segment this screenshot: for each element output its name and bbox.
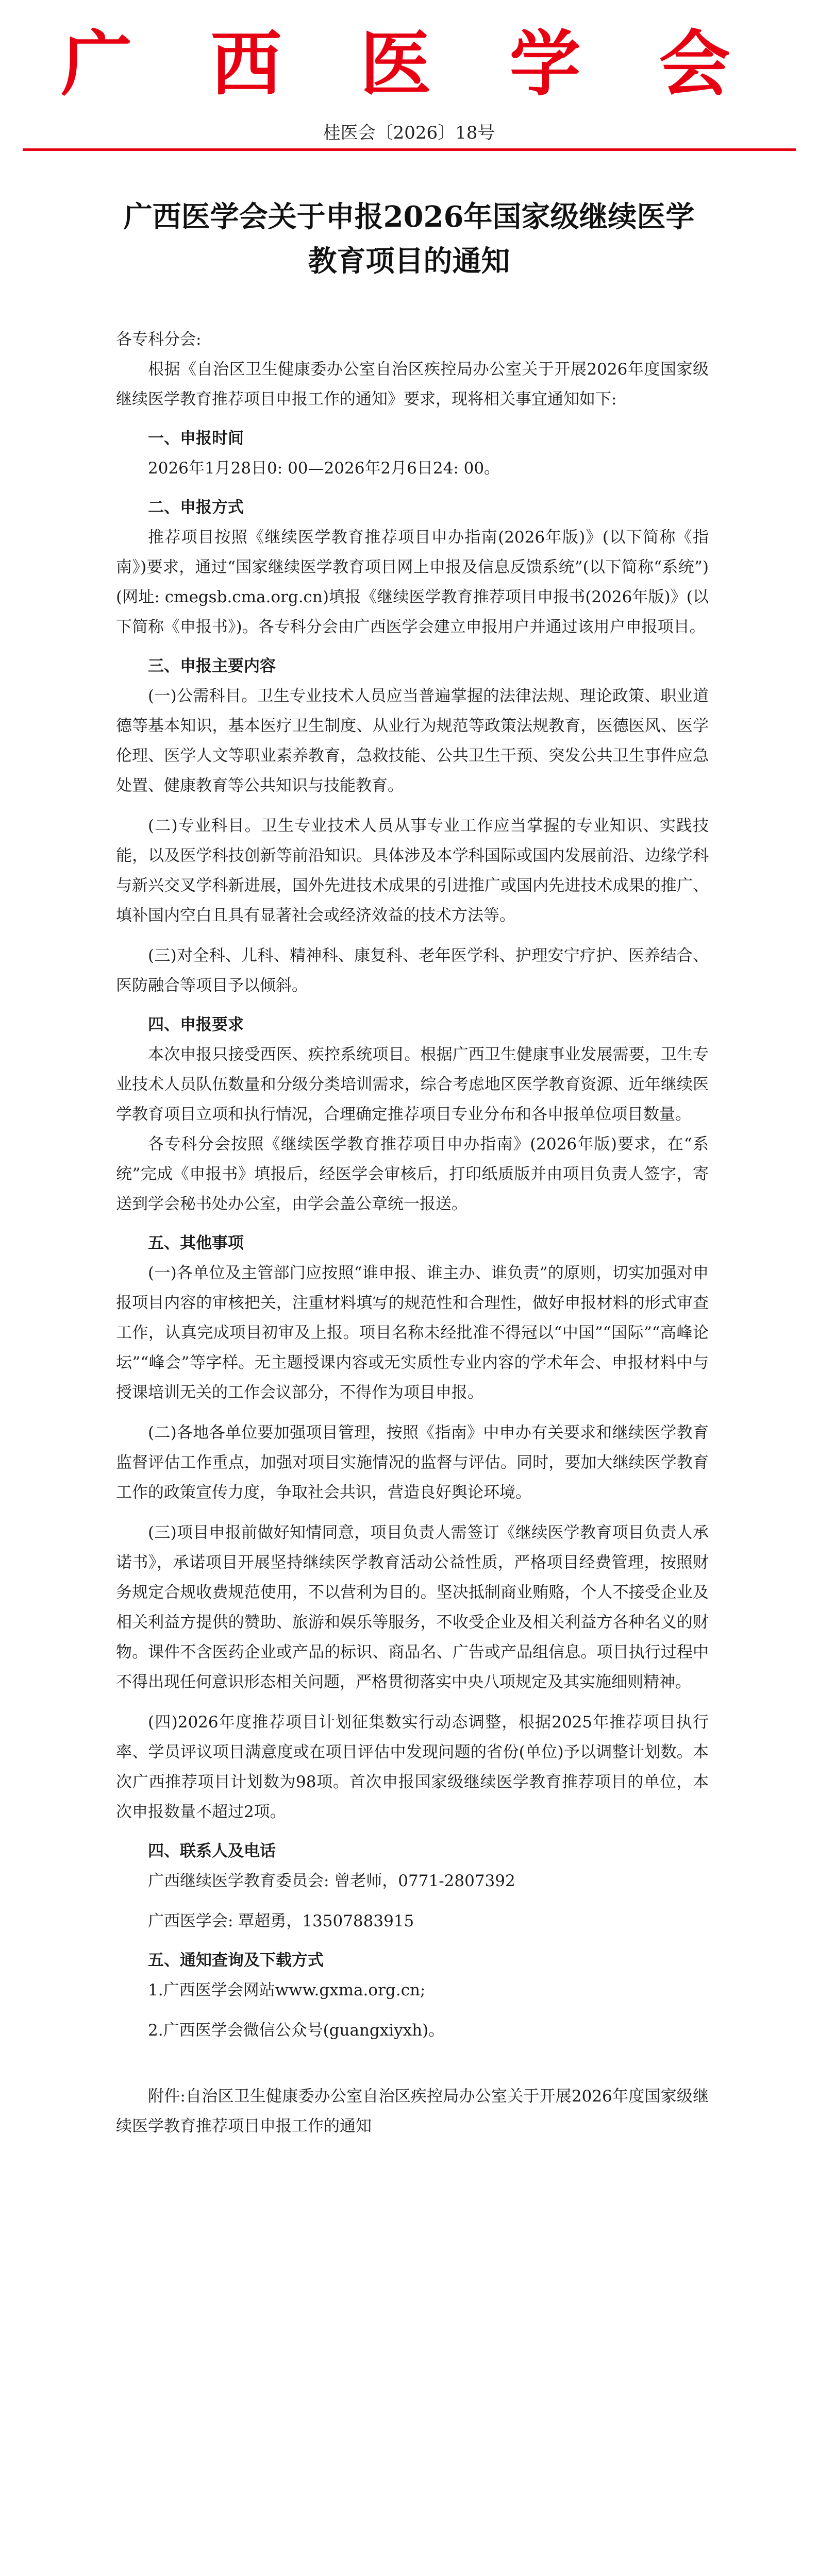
contact-line: 广西医学会: 覃超勇，13507883915 xyxy=(148,1912,414,1930)
intro-paragraph: 根据《自治区卫生健康委办公室自治区疾控局办公室关于开展2026年度国家级继续医学教育推荐项目申报工作的通知》要求，现将相关事宜通知如下: xyxy=(116,360,709,409)
title-line-1: 广西医学会关于申报2026年国家级继续医学 xyxy=(123,200,695,234)
section-heading: 四、联系人及电话 xyxy=(148,1842,276,1860)
paragraph: (三)项目申报前做好知情同意，项目负责人需签订《继续医学教育项目负责人承诺书》，承诺项目开展坚持继续医学教育活动公益性质，严格项目经费管理，按照财务规定合规收费规范使用，不以营利为目的。坚决抵制商业贿赂，个人不接受企业及相关利益方提供的赞助、旅游和娱乐等服务，不收受企业及相关利益方各种名义的财物。课件不含医药企业或产品的标识、商品名、广告或产品组信息。项目执行过程中不得出现任何意识形态相关问题，严格贯彻落实中央八项规定及其实施细则精神。 xyxy=(116,1523,709,1691)
org-masthead: 广 西 医 学 会 xyxy=(61,22,757,106)
download-line: 2.广西医学会微信公众号(guangxiyxh)。 xyxy=(148,2021,445,2040)
document-title xyxy=(0,195,818,283)
paragraph: (二)专业科目。卫生专业技术人员从事专业工作应当掌握的专业知识、实践技能，以及医学科技创新等前沿知识。具体涉及本学科国际或国内发展前沿、边缘学科与新兴交叉学科新进展，国外先进技术成果的引进推广或国内先进技术成果的推广、填补国内空白且具有显著社会或经济效益的技术方法等。 xyxy=(116,817,709,925)
document-body xyxy=(116,325,709,2141)
paragraph: (四)2026年度推荐项目计划征集数实行动态调整，根据2025年推荐项目执行率、学员评议项目满意度或在项目评估中发现问题的省份(单位)予以调整计划数。本次广西推荐项目计划数为98项。首次申报国家级继续医学教育推荐项目的单位，本次申报数量不超过2项。 xyxy=(116,1713,709,1821)
paragraph: (二)各地各单位要加强项目管理，按照《指南》中申办有关要求和继续医学教育监督评估工作重点，加强对项目实施情况的监督与评估。同时，要加大继续医学教育工作的政策宣传力度，争取社会共识，营造良好舆论环境。 xyxy=(116,1423,709,1502)
section-heading: 五、通知查询及下载方式 xyxy=(148,1951,324,1970)
paragraph: 本次申报只接受西医、疾控系统项目。根据广西卫生健康事业发展需要，卫生专业技术人员队伍数量和分级分类培训需求，综合考虑地区医学教育资源、近年继续医学教育项目立项和执行情况，合理确定推荐项目专业分布和各申报单位项目数量。 xyxy=(116,1045,709,1124)
download-line: 1.广西医学会网站www.gxma.org.cn; xyxy=(148,1981,426,1999)
paragraph: (一)各单位及主管部门应按照“谁申报、谁主办、谁负责”的原则，切实加强对申报项目内容的审核把关，注重材料填写的规范性和合理性，做好申报材料的形式审查工作，认真完成项目初审及上报。项目名称未经批准不得冠以“中国”“国际”“高峰论坛”“峰会”等字样。无主题授课内容或无实质性专业内容的学术年会、申报材料中与授课培训无关的工作会议部分，不得作为项目申报。 xyxy=(116,1264,709,1402)
attachment-note: 附件:自治区卫生健康委办公室自治区疾控局办公室关于开展2026年度国家级继续医学教育推荐项目申报工作的通知 xyxy=(116,2087,709,2136)
paragraph: (一)公需科目。卫生专业技术人员应当普遍掌握的法律法规、理论政策、职业道德等基本知识，基本医疗卫生制度、从业行为规范等政策法规教育，医德医风、医学伦理、医学人文等职业素养教育，急救技能、公共卫生干预、突发公共卫生事件应急处置、健康教育等公共知识与技能教育。 xyxy=(116,687,709,795)
section-heading: 五、其他事项 xyxy=(148,1234,244,1252)
red-divider xyxy=(23,148,796,151)
paragraph: 各专科分会按照《继续医学教育推荐项目申办指南》(2026年版)要求，在“系统”完成《申报书》填报后，经医学会审核后，打印纸质版并由项目负责人签字，寄送到学会秘书处办公室，由学会盖公章统一报送。 xyxy=(116,1135,709,1213)
title-line-2: 教育项目的通知 xyxy=(308,244,510,278)
paragraph: (三)对全科、儿科、精神科、康复科、老年医学科、护理安宁疗护、医养结合、医防融合等项目予以倾斜。 xyxy=(116,946,709,995)
section-heading: 四、申报要求 xyxy=(148,1015,244,1034)
section-heading: 三、申报主要内容 xyxy=(148,657,276,675)
salutation: 各专科分会: xyxy=(116,330,202,349)
document-number: 桂医会〔2026〕18号 xyxy=(323,123,495,143)
section-heading: 一、申报时间 xyxy=(148,429,244,448)
contact-line: 广西继续医学教育委员会: 曾老师，0771-2807392 xyxy=(148,1872,515,1890)
section-heading: 二、申报方式 xyxy=(148,498,244,517)
paragraph: 2026年1月28日0: 00—2026年2月6日24: 00。 xyxy=(148,459,500,478)
paragraph: 推荐项目按照《继续医学教育推荐项目申办指南(2026年版)》(以下简称《指南》)要求，通过“国家继续医学教育项目网上申报及信息反馈系统”(以下简称“系统”)(网址: cmegsb.cma.org.cn)填报《继续医学教育推荐项目申报书(2026年版)》(以下简称《申报书》)。各专科分会由广西医学会建立申报用户并通过该用户申报项目。 xyxy=(116,528,709,636)
